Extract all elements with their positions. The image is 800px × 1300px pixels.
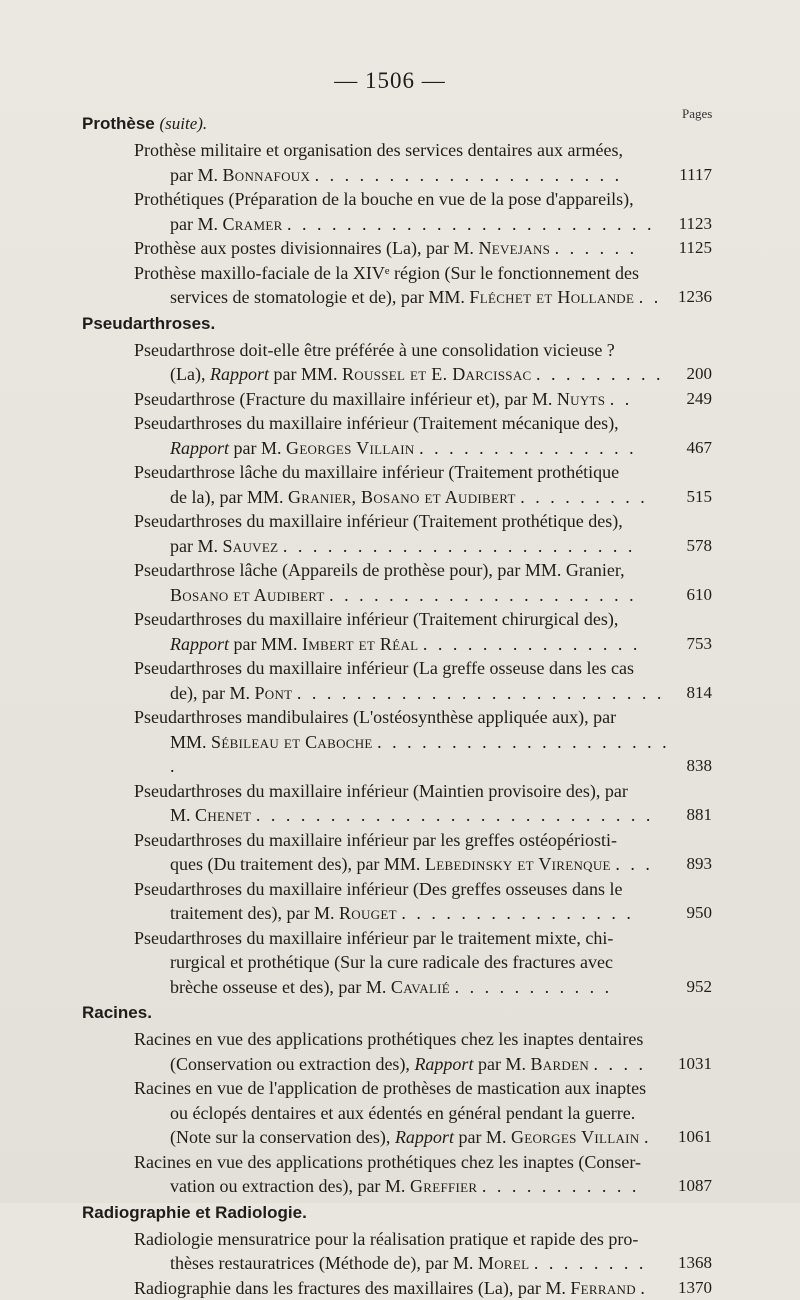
entry-line (134, 462, 619, 482)
author-names: Cramer (223, 214, 283, 234)
entry-line (134, 1152, 641, 1172)
entry-line (134, 707, 616, 727)
entry-title: Pseudarthrose (Fracture du maxillaire inférieur et), par M. (134, 389, 557, 409)
leader-dots: . . . . . . . . . . . . . . . (419, 438, 637, 458)
page-reference: 881 (672, 803, 712, 828)
entry-prefix: de la), par MM. (170, 487, 288, 507)
page-reference: 1117 (672, 163, 712, 188)
entry-continuation (134, 212, 680, 237)
leader-dots: . . . . . . . . . . . . . . . . . . . . . (329, 585, 637, 605)
entry-prefix: par MM. (229, 634, 302, 654)
entry-text (134, 1076, 680, 1150)
entry-prefix: (Note sur la conservation des), (170, 1127, 395, 1147)
entry-line (134, 560, 625, 580)
entry-line (134, 1278, 648, 1298)
entry-prefix: services de stomatologie et de), par MM. (170, 287, 469, 307)
entry-title: Pseudarthroses mandibulaires (L'ostéosynthèse appliquée aux), par (134, 707, 616, 727)
page-number: — 1506 — (0, 68, 780, 94)
entry-title: Radiographie dans les fractures des maxillaires (La), par M. (134, 1278, 570, 1298)
entry-text (134, 877, 680, 926)
section-title: Pseudarthroses. (82, 314, 215, 333)
entry-prefix: de), par M. (170, 683, 254, 703)
leader-dots: . . . . . . . . . . . (455, 977, 613, 997)
leader-dots: . . . . . . . . . . . . . . . . . . . . . . . . (283, 536, 636, 556)
entry-line (134, 263, 639, 283)
entry-line (134, 609, 618, 629)
section-heading (0, 310, 800, 338)
page-reference: 753 (672, 632, 712, 657)
leader-dots: . . . . . . . . . . . . . . . . . . . . . (315, 165, 623, 185)
index-entry (0, 1227, 800, 1276)
entry-prefix: (Conservation ou extraction des), (170, 1054, 414, 1074)
leader-dots: . . . . . . . . . (536, 364, 664, 384)
author-names: Fléchet et Hollande (469, 287, 634, 307)
entry-title-cont: ou éclopés dentaires et aux édentés en général pendant la guerre. (170, 1103, 635, 1123)
page-reference: 1123 (672, 212, 712, 237)
leader-dots: . . . . . . . . . . . . . . . . . . . . . . . . . . . (256, 805, 654, 825)
entry-title: Prothétiques (Préparation de la bouche en vue de la pose d'appareils), (134, 189, 634, 209)
index-entry (0, 387, 800, 412)
author-names: Barden (530, 1054, 589, 1074)
entry-prefix: par M. (170, 536, 223, 556)
entry-line (134, 928, 613, 948)
entry-prefix: par M. (229, 438, 286, 458)
entry-line (134, 340, 615, 360)
entry-text (134, 1150, 680, 1199)
entry-continuation (134, 583, 680, 608)
author-names: Bosano et Audibert (170, 585, 325, 605)
leader-dots: . . . . . . . . . . . . . . . . . . . . . . . . . (287, 214, 655, 234)
author-names: Nuyts (557, 389, 605, 409)
index-entry (0, 607, 800, 656)
leader-dots: . . (639, 287, 662, 307)
author-names: Sébileau et Caboche (211, 732, 373, 752)
section-title: Racines. (82, 1003, 152, 1022)
author-names: Granier, Bosano et Audibert (288, 487, 516, 507)
entry-text (134, 558, 680, 607)
entry-prefix: par M. (170, 214, 223, 234)
entry-continuation (134, 681, 680, 706)
entry-text (134, 607, 680, 656)
entry-text (134, 1227, 680, 1276)
entry-title: Racines en vue des applications prothétiques chez les inaptes dentaires (134, 1029, 643, 1049)
entry-prefix: MM. (170, 732, 211, 752)
page-reference: 578 (672, 534, 712, 559)
rapport-label: Rapport (170, 438, 229, 458)
entry-title: Pseudarthroses du maxillaire inférieur (Traitement prothétique des), (134, 511, 623, 531)
entry-prefix: ques (Du traitement des), par MM. (170, 854, 425, 874)
leader-dots: . . . . . . . . . . . (482, 1176, 640, 1196)
entry-text (134, 509, 680, 558)
page-reference: 1370 (672, 1276, 712, 1300)
page-reference: 952 (672, 975, 712, 1000)
leader-dots: . . . . (594, 1054, 647, 1074)
author-names: Georges Villain (511, 1127, 640, 1147)
entry-line (134, 658, 634, 678)
entry-text (134, 187, 680, 236)
rapport-label: Rapport (170, 634, 229, 654)
entry-text (134, 138, 680, 187)
index-entry (0, 1150, 800, 1199)
entry-title: Pseudarthroses du maxillaire inférieur par les greffes ostéopériosti- (134, 830, 617, 850)
index-entry (0, 1027, 800, 1076)
entry-line (134, 140, 623, 160)
entry-continuation (134, 1052, 680, 1077)
entry-title: Pseudarthroses du maxillaire inférieur (Traitement chirurgical des), (134, 609, 618, 629)
leader-dots: . (644, 1127, 652, 1147)
author-names: Bonnafoux (223, 165, 311, 185)
entry-title: Pseudarthroses du maxillaire inférieur (La greffe osseuse dans les cas (134, 658, 634, 678)
entry-title: Radiologie mensuratrice pour la réalisation pratique et rapide des pro- (134, 1229, 638, 1249)
entry-continuation (134, 163, 680, 188)
entry-prefix: thèses restauratrices (Méthode de), par M. (170, 1253, 478, 1273)
section-subtitle: (suite). (159, 114, 207, 133)
section-title: Radiographie et Radiologie. (82, 1203, 307, 1222)
entry-continuation (134, 1251, 680, 1276)
entry-continuation (134, 534, 680, 559)
entry-continuation (134, 1174, 680, 1199)
entry-continuation (134, 285, 680, 310)
rapport-label: Rapport (414, 1054, 473, 1074)
index-entry (0, 338, 800, 387)
leader-dots: . . . (615, 854, 653, 874)
entry-title: Pseudarthroses du maxillaire inférieur (Des greffes osseuses dans le (134, 879, 623, 899)
leader-dots: . . . . . . . . . . . . . . . . (401, 903, 634, 923)
entry-prefix: par M. (170, 165, 223, 185)
entry-title: Pseudarthroses du maxillaire inférieur par le traitement mixte, chi- (134, 928, 613, 948)
page-reference: 1061 (672, 1125, 712, 1150)
entry-title: Pseudarthrose lâche du maxillaire inférieur (Traitement prothétique (134, 462, 619, 482)
entry-text (134, 828, 680, 877)
page-reference: 467 (672, 436, 712, 461)
entry-text (134, 236, 680, 261)
entry-title: Prothèse militaire et organisation des services dentaires aux armées, (134, 140, 623, 160)
section-heading (0, 110, 800, 138)
rapport-label: Rapport (395, 1127, 454, 1147)
index-entry (0, 187, 800, 236)
index-entry (0, 411, 800, 460)
entry-text (134, 338, 680, 387)
page-reference: 200 (672, 362, 712, 387)
entry-line (134, 189, 634, 209)
entry-line (134, 781, 628, 801)
page-reference: 1031 (672, 1052, 712, 1077)
author-names: Greffier (410, 1176, 477, 1196)
entry-line (134, 511, 623, 531)
index-content (0, 110, 800, 1300)
entry-continuation (134, 485, 680, 510)
entry-line (134, 1029, 643, 1049)
leader-dots: . . . . . . . . (534, 1253, 647, 1273)
page-reference: 814 (672, 681, 712, 706)
leader-dots: . . . . . . (555, 238, 638, 258)
pages-column-label: Pages (682, 106, 712, 122)
entry-text (134, 261, 680, 310)
entry-prefix: (La), (170, 364, 210, 384)
index-entry (0, 926, 800, 1000)
entry-title: Racines en vue de l'application de prothèses de mastication aux inaptes (134, 1078, 646, 1098)
page-reference: 515 (672, 485, 712, 510)
entry-text (134, 926, 680, 1000)
rapport-label: Rapport (210, 364, 269, 384)
page-reference: 1368 (672, 1251, 712, 1276)
entry-title: Prothèse maxillo-faciale de la XIVᵉ région (Sur le fonctionnement des (134, 263, 639, 283)
index-entry (0, 261, 800, 310)
entry-line (134, 389, 632, 409)
entry-prefix: traitement des), par M. (170, 903, 339, 923)
entry-line (134, 1078, 646, 1098)
entry-text (134, 387, 680, 412)
section-title: Prothèse (82, 114, 155, 133)
entry-line (134, 413, 619, 433)
index-entry (0, 877, 800, 926)
page-reference: 893 (672, 852, 712, 877)
entry-title: Pseudarthrose lâche (Appareils de prothèse pour), par MM. Granier, (134, 560, 625, 580)
entry-continuation (134, 950, 680, 975)
author-names: Imbert et Réal (302, 634, 418, 654)
entry-title-cont: rurgical et prothétique (Sur la cure radicale des fractures avec (170, 952, 613, 972)
author-names: Cavalié (391, 977, 450, 997)
index-entry (0, 558, 800, 607)
leader-dots: . . . . . . . . . . . . . . . . . . . . . (170, 732, 670, 777)
entry-continuation (134, 803, 680, 828)
leader-dots: . . . . . . . . . (520, 487, 648, 507)
entry-text (134, 779, 680, 828)
index-entry (0, 656, 800, 705)
entry-prefix: par M. (473, 1054, 530, 1074)
entry-prefix: par MM. (269, 364, 342, 384)
entry-text (134, 411, 680, 460)
author-names: Georges Villain (286, 438, 415, 458)
entry-continuation (134, 1101, 680, 1126)
entry-line (134, 879, 623, 899)
author-names: Ferrand (570, 1278, 636, 1298)
author-names: Chenet (195, 805, 251, 825)
page-reference: 1087 (672, 1174, 712, 1199)
entry-continuation (134, 1125, 680, 1150)
entry-continuation (134, 730, 680, 779)
entry-prefix: M. (170, 805, 195, 825)
leader-dots: . (640, 1278, 648, 1298)
entry-continuation (134, 362, 680, 387)
entry-title: Prothèse aux postes divisionnaires (La), par M. (134, 238, 478, 258)
index-entry (0, 236, 800, 261)
author-names: Sauvez (223, 536, 279, 556)
page-reference: 249 (672, 387, 712, 412)
entry-title: Racines en vue des applications prothétiques chez les inaptes (Conser- (134, 1152, 641, 1172)
entry-continuation (134, 975, 680, 1000)
entry-text (134, 1027, 680, 1076)
entry-prefix: par M. (454, 1127, 511, 1147)
index-entry (0, 509, 800, 558)
entry-title: Pseudarthrose doit-elle être préférée à une consolidation vicieuse ? (134, 340, 615, 360)
index-entry (0, 1276, 800, 1300)
entry-text (134, 460, 680, 509)
index-entry (0, 460, 800, 509)
index-entry (0, 705, 800, 779)
author-names: Pont (254, 683, 292, 703)
author-names: Lebedinsky et Virenque (425, 854, 611, 874)
section-heading (0, 999, 800, 1027)
author-names: Nevejans (478, 238, 550, 258)
author-names: Rouget (339, 903, 397, 923)
entry-continuation (134, 901, 680, 926)
page-reference: 950 (672, 901, 712, 926)
author-names: Morel (478, 1253, 529, 1273)
entry-continuation (134, 436, 680, 461)
entry-continuation (134, 852, 680, 877)
entry-text (134, 1276, 680, 1300)
leader-dots: . . . . . . . . . . . . . . . . . . . . . . . . . (297, 683, 665, 703)
page-reference: 838 (672, 754, 712, 779)
entry-line (134, 830, 617, 850)
entry-title: Pseudarthroses du maxillaire inférieur (Maintien provisoire des), par (134, 781, 628, 801)
leader-dots: . . . . . . . . . . . . . . . (423, 634, 641, 654)
author-names: Roussel et E. Darcissac (342, 364, 531, 384)
leader-dots: . . (610, 389, 633, 409)
entry-text (134, 656, 680, 705)
page-reference: 1125 (672, 236, 712, 261)
entry-line (134, 1229, 638, 1249)
entry-line (134, 238, 637, 258)
index-entry (0, 779, 800, 828)
entry-continuation (134, 632, 680, 657)
index-entry (0, 1076, 800, 1150)
index-entry (0, 138, 800, 187)
page-reference: 610 (672, 583, 712, 608)
index-entry (0, 828, 800, 877)
entry-prefix: vation ou extraction des), par M. (170, 1176, 410, 1196)
page-reference: 1236 (672, 285, 712, 310)
entry-text (134, 705, 680, 779)
entry-title: Pseudarthroses du maxillaire inférieur (Traitement mécanique des), (134, 413, 619, 433)
entry-prefix: brèche osseuse et des), par M. (170, 977, 391, 997)
